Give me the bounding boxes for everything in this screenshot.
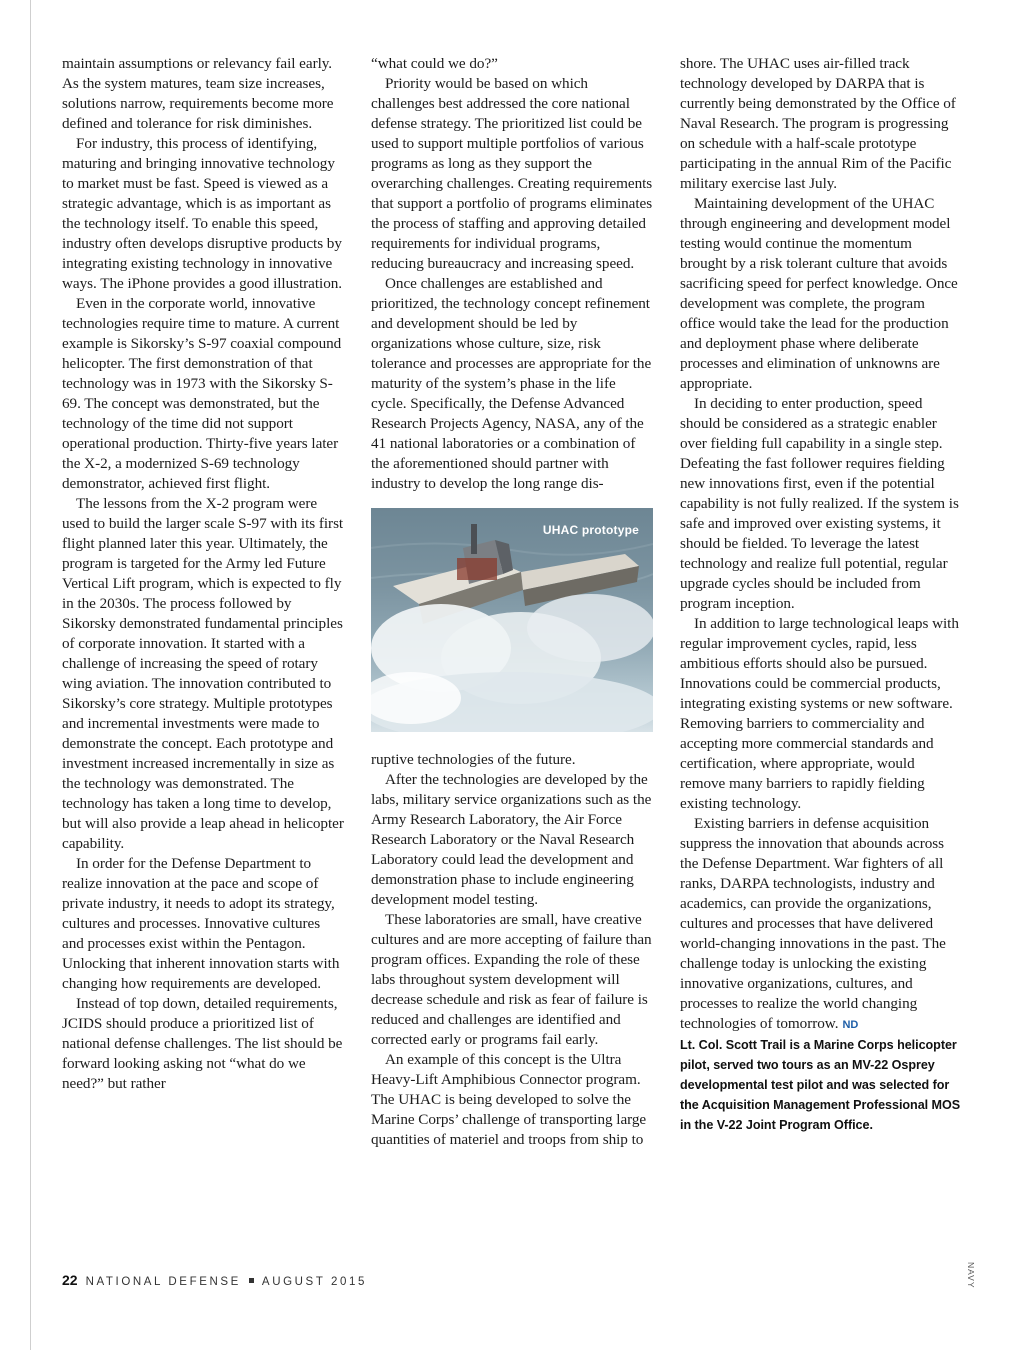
paragraph	[371, 770, 653, 910]
page-number: 22	[62, 1272, 78, 1288]
paragraph	[680, 614, 962, 814]
author-bio: Lt. Col. Scott Trail is a Marine Corps helicopter pilot, served two tours as an MV-22 Osprey developmental test pilot and was selected for the Acquisition Management Professional MOS in the V-22 Joint Program Office.	[680, 1038, 961, 1132]
column-2-top	[371, 54, 653, 494]
paragraph	[371, 54, 653, 74]
paragraph-text: ruptive technologies of the future.	[371, 751, 576, 768]
paragraph-text: Instead of top down, detailed requirements, JCIDS should produce a prioritized list of national defense challenges. The list should be forward looking asking not “what do we need?” but rather	[62, 995, 343, 1092]
paragraph-text: Existing barriers in defense acquisition suppress the innovation that abounds across the Defense Department. War fighters of all ranks, DARPA technologists, industry and academics, can provide the organizations, cultures and processes that have delivered world-changing innovations in the past. The challenge today is unlocking the existing innovative organizations, cultures, and processes to realize the world changing technologies of tomorrow.	[680, 815, 946, 1032]
issue-date: AUGUST 2015	[261, 1276, 368, 1288]
paragraph-text: Priority would be based on which challenges best addressed the core national defense strategy. The prioritized list could be used to support multiple portfolios of various programs as long as they support the overarching challenges. Creating requirements that support a portfolio of programs eliminates the process of staffing and approving detailed requirements for individual programs, reducing bureaucracy and increasing speed.	[371, 75, 653, 272]
paragraph	[371, 910, 653, 1050]
publication-name: NATIONAL DEFENSE	[85, 1276, 241, 1288]
paragraph-text: shore. The UHAC uses air-filled track technology developed by DARPA that is currently being demonstrated by the Office of Naval Research. The program is progressing on schedule with a half-scale prototype participating in the annual Rim of the Pacific military exercise last July.	[680, 55, 956, 192]
paragraph	[62, 994, 344, 1094]
paragraph-text: “what could we do?”	[371, 55, 498, 72]
paragraph-text: These laboratories are small, have creative cultures and are more accepting of failure than program offices. Expanding the role of these labs throughout system development will decrease schedule and risk as fear of failure is reduced and challenges are identified and corrected early or programs fail early.	[371, 911, 652, 1048]
paragraph	[62, 294, 344, 494]
paragraph-text: The lessons from the X-2 program were used to build the larger scale S-97 with its first flight planned later this year. Ultimately, the program is targeted for the Army led Future Vertical Lift program, which is expected to fly in the 2030s. The process followed by Sikorsky demonstrated fundamental principles of corporate innovation. It started with a challenge of increasing the speed of rotary wing aviation. The innovation contributed to Sikorsky’s core strategy. Multiple prototypes and incremental investments were made to demonstrate the concept. Each prototype and investment increased incrementally in size as the technology was demonstrated. The technology has taken a long time to develop, but will also provide a leap ahead in helicopter capability.	[62, 495, 344, 852]
paragraph	[62, 54, 344, 134]
paragraph	[62, 134, 344, 294]
uhac-prototype-photo	[371, 508, 653, 732]
paragraph	[680, 194, 962, 394]
paragraph	[371, 1050, 653, 1150]
paragraph	[371, 750, 653, 770]
paragraph	[680, 54, 962, 194]
paragraph-text: Even in the corporate world, innovative technologies require time to mature. A current example is Sikorsky’s S-97 coaxial compound helicopter. The first demonstration of that technology was in 1973 with the Sikorsky S-69. The concept was demonstrated, but the technology of the time did not support operational production. Thirty-five years later the X-2, a modernized S-69 technology demonstrator, achieved first flight.	[62, 295, 342, 492]
column-1	[62, 54, 344, 1094]
paragraph	[62, 494, 344, 854]
paragraph-text: An example of this concept is the Ultra Heavy-Lift Amphibious Connector program. The UHAC is being developed to solve the Marine Corps’ challenge of transporting large quantities of materiel and troops from ship to	[371, 1051, 647, 1148]
photo-caption: UHAC prototype	[542, 523, 639, 537]
paragraph-text: In order for the Defense Department to realize innovation at the pace and scope of private industry, it needs to adopt its strategy, cultures and processes. Innovative cultures and processes exist within the Pentagon. Unlocking that inherent innovation starts with changing how requirements are developed.	[62, 855, 340, 992]
paragraph-text: After the technologies are developed by the labs, military service organizations such as the Army Research Laboratory, the Air Force Research Laboratory or the Naval Research Laboratory could lead the development and demonstration phase to include engineering development model testing.	[371, 771, 652, 908]
uhac-prototype-image	[371, 508, 653, 732]
paragraph	[680, 394, 962, 614]
paragraph	[62, 854, 344, 994]
paragraph	[371, 74, 653, 274]
photo-credit: NAVY	[966, 1262, 976, 1289]
paragraph-text: Once challenges are established and prioritized, the technology concept refinement and development should be led by organizations whose culture, size, risk tolerance and processes are appropriate for the maturity of the system’s phase in the life cycle. Specifically, the Defense Advanced Research Projects Agency, NASA, any of the 41 national laboratories or a combination of the aforementioned should partner with industry to develop the long range dis-	[371, 275, 652, 492]
margin-rule	[30, 0, 31, 1350]
paragraph	[371, 274, 653, 494]
paragraph-text: For industry, this process of identifying, maturing and bringing innovative technology to market must be fast. Speed is viewed as a strategic advantage, which is as important as the technology itself. To enable this speed, industry often develops disruptive products by integrating existing technology in innovative ways. The iPhone provides a good illustration.	[62, 135, 343, 292]
footer-separator	[249, 1278, 254, 1283]
paragraph-text: In deciding to enter production, speed should be considered as a strategic enabler over fielding full capability in a single step. Defeating the fast follower requires fielding new innovations first, even if the potential capability is not fully realized. If the system is safe and improved over existing systems, it should be fielded. To leverage the latest technology and realize full potential, regular upgrade cycles should be included from program inception.	[680, 395, 959, 612]
column-3	[680, 54, 962, 1135]
column-3-body	[680, 54, 962, 1035]
page-footer	[62, 1272, 367, 1288]
paragraph	[680, 814, 962, 1035]
column-2	[371, 54, 653, 1150]
column-2-bottom	[371, 750, 653, 1150]
paragraph-text: maintain assumptions or relevancy fail early. As the system matures, team size increases, solutions narrow, requirements become more defined and tolerance for risk diminishes.	[62, 55, 334, 132]
end-mark: ND	[842, 1019, 859, 1031]
paragraph-text: Maintaining development of the UHAC through engineering and development model testing would continue the momentum brought by a risk tolerant culture that avoids sacrificing speed for perfect knowledge. Once development was complete, the program office would take the lead for the production and deployment phase where deliberate processes and elimination of unknowns are appropriate.	[680, 195, 958, 392]
paragraph-text: In addition to large technological leaps with regular improvement cycles, rapid, less ambitious efforts should also be pursued. Innovations could be commercial products, integrating existing systems or new software. Removing barriers to commerciality and accepting more commercial standards and certification, where appropriate, would remove many barriers to rapidly fielding existing technology.	[680, 615, 959, 812]
